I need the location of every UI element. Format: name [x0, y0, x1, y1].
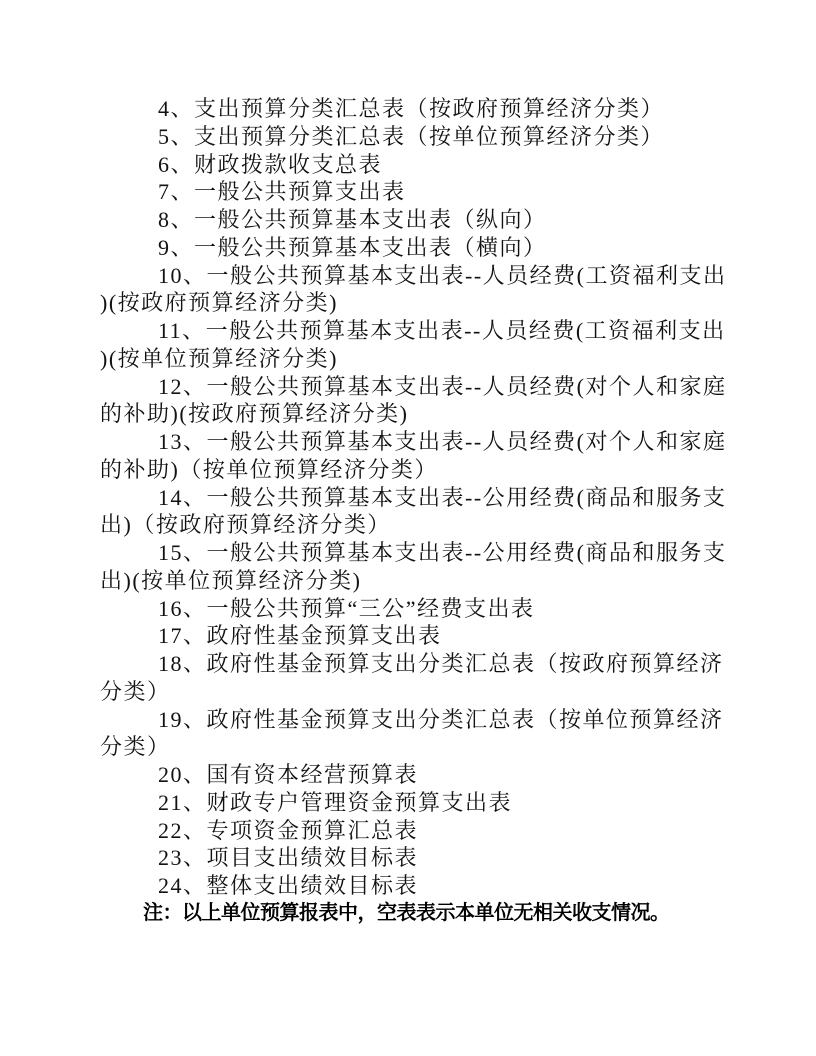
list-item-line: 18、政府性基金预算支出分类汇总表（按政府预算经济 — [158, 651, 724, 676]
list-item-line: 4、支出预算分类汇总表（按政府预算经济分类） — [158, 96, 665, 121]
list-item-line: 的补助)(按政府预算经济分类) — [100, 401, 409, 427]
list-item-line: 5、支出预算分类汇总表（按单位预算经济分类） — [158, 123, 665, 149]
list-item-line: 19、政府性基金预算支出分类汇总表（按单位预算经济 — [158, 706, 724, 732]
note: 注：以上单位预算报表中，空表表示本单位无相关收支情况。 — [143, 901, 670, 924]
list-item-line: 出)(按单位预算经济分类) — [100, 567, 362, 593]
list-item-line: 17、政府性基金预算支出表 — [158, 623, 442, 649]
report-list — [100, 95, 727, 900]
list-item-line: 23、项目支出绩效目标表 — [158, 845, 419, 871]
list-item-line: 22、专项资金预算汇总表 — [158, 817, 419, 843]
list-item-line: )(按政府预算经济分类) — [100, 290, 338, 316]
list-item-line: 11、一般公共预算基本支出表--人员经费(工资福利支出 — [158, 318, 726, 343]
list-item-line: 9、一般公共预算基本支出表（横向） — [158, 234, 547, 260]
list-item-line: )(按单位预算经济分类) — [100, 345, 338, 371]
list-item-line: 16、一般公共预算“三公”经费支出表 — [158, 595, 535, 621]
list-item-line: 24、整体支出绩效目标表 — [158, 873, 419, 898]
list-item-line: 14、一般公共预算基本支出表--公用经费(商品和服务支 — [158, 484, 727, 510]
list-item-line: 出)（按政府预算经济分类） — [100, 512, 391, 538]
list-item-line: 6、财政拨款收支总表 — [158, 151, 383, 177]
list-item-line: 15、一般公共预算基本支出表--公用经费(商品和服务支 — [158, 540, 727, 565]
list-item-line: 13、一般公共预算基本支出表--人员经费(对个人和家庭 — [158, 429, 727, 454]
document-content — [100, 95, 727, 928]
list-item-line: 21、财政专户管理资金预算支出表 — [158, 789, 513, 815]
list-item-line: 20、国有资本经营预算表 — [158, 762, 419, 787]
list-item-line: 的补助)（按单位预算经济分类） — [100, 456, 438, 482]
list-item-line: 7、一般公共预算支出表 — [158, 179, 406, 205]
list-item-line: 分类） — [100, 734, 171, 760]
list-item-line: 分类） — [100, 678, 171, 704]
list-item-line: 12、一般公共预算基本支出表--人员经费(对个人和家庭 — [158, 373, 727, 399]
list-item-line: 10、一般公共预算基本支出表--人员经费(工资福利支出 — [158, 262, 727, 288]
list-item-line: 8、一般公共预算基本支出表（纵向） — [158, 207, 547, 232]
